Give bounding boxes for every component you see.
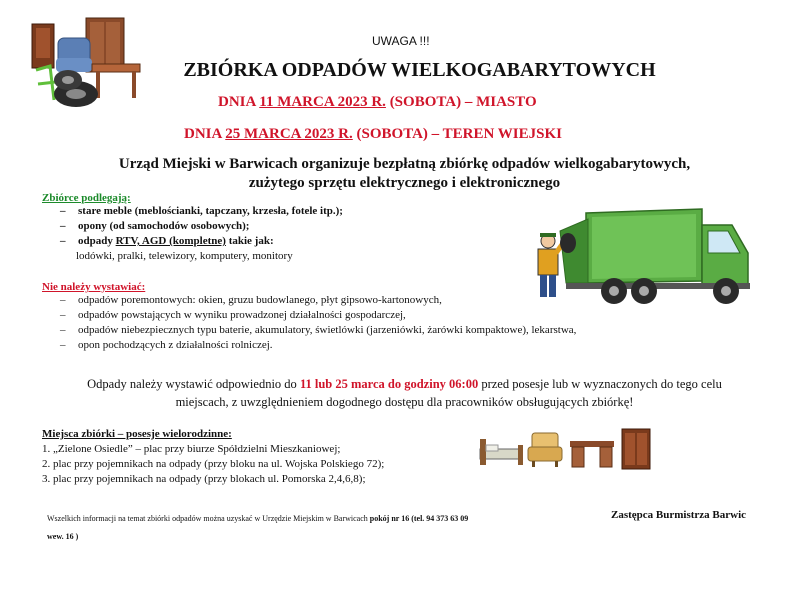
- footer-info: Wszelkich informacji na temat zbiórki odpadów można uzyskać w Urzędzie Miejskim w Barwicach pokój nr 16 (tel. 94 373 63 09 wew. 16 ): [47, 514, 469, 541]
- list-item: 2. plac przy pojemnikach na odpady (przy bloku na ul. Wojska Polskiego 72);: [42, 458, 385, 470]
- list-item: 1. „Zielone Osiedle” – plac przy biurze Spółdzielni Mieszkaniowej;: [42, 443, 341, 455]
- list-item: – odpadów niebezpiecznych typu baterie, akumulatory, świetlówki (jarzeniówki, żarówki kompaktowe), lekarstwa,: [58, 323, 576, 338]
- intro-line-1: Urząd Miejski w Barwicach organizuje bezpłatną zbiórkę odpadów wielkogabarytowych,: [118, 156, 691, 172]
- list-item: – odpadów powstających w wyniku prowadzonej działalności gospodarczej,: [58, 308, 576, 323]
- instruction-line-1: Odpady należy wystawić odpowiednio do 11 lub 25 marca do godziny 06:00 przed posesje lub w wyznaczonych do tego celu: [87, 377, 722, 391]
- date-city: DNIA 11 MARCA 2023 R. (SOBOTA) – MIASTO: [218, 94, 537, 110]
- list-item: – stare meble (meblościanki, tapczany, krzesła, fotele itp.);: [58, 204, 343, 219]
- intro-line-2: zużytego sprzętu elektrycznego i elektronicznego: [248, 175, 561, 191]
- notice-label: UWAGA !!!: [372, 34, 430, 48]
- places-section: [42, 427, 384, 487]
- list-item: – opon pochodzących z działalności rolniczej.: [58, 338, 576, 353]
- rtv-examples: lodówki, pralki, telewizory, komputery, monitory: [76, 250, 293, 262]
- places-heading: Miejsca zbiórki – posesje wielorodzinne:: [42, 428, 232, 440]
- furniture-row-icon: [476, 427, 656, 471]
- instruction-text: [0, 375, 809, 411]
- garbage-truck-icon: [526, 203, 758, 307]
- instruction-line-2: miejscach, z uwzględnieniem dogodnego dostępu dla pracowników obsługujących zbiórkę!: [175, 395, 634, 409]
- accepted-heading: Zbiórce podlegają:: [42, 192, 131, 204]
- intro-text: [0, 155, 809, 193]
- date-rural: DNIA 25 MARCA 2023 R. (SOBOTA) – TEREN WIEJSKI: [184, 126, 562, 142]
- page-title: ZBIÓRKA ODPADÓW WIELKOGABARYTOWYCH: [183, 59, 656, 81]
- list-item: – odpady RTV, AGD (kompletne) takie jak:: [58, 234, 343, 249]
- list-item: – opony (od samochodów osobowych);: [58, 219, 343, 234]
- signature: Zastępca Burmistrza Barwic: [611, 509, 747, 521]
- list-item: 3. plac przy pojemnikach na odpady (przy blokach ul. Pomorska 2,4,6,8);: [42, 473, 366, 485]
- list-item: – odpadów poremontowych: okien, gruzu budowlanego, płyt gipsowo-kartonowych,: [58, 293, 576, 308]
- not-accepted-section: [42, 281, 576, 353]
- not-accepted-heading: Nie należy wystawiać:: [42, 281, 146, 293]
- accepted-section: [42, 192, 343, 264]
